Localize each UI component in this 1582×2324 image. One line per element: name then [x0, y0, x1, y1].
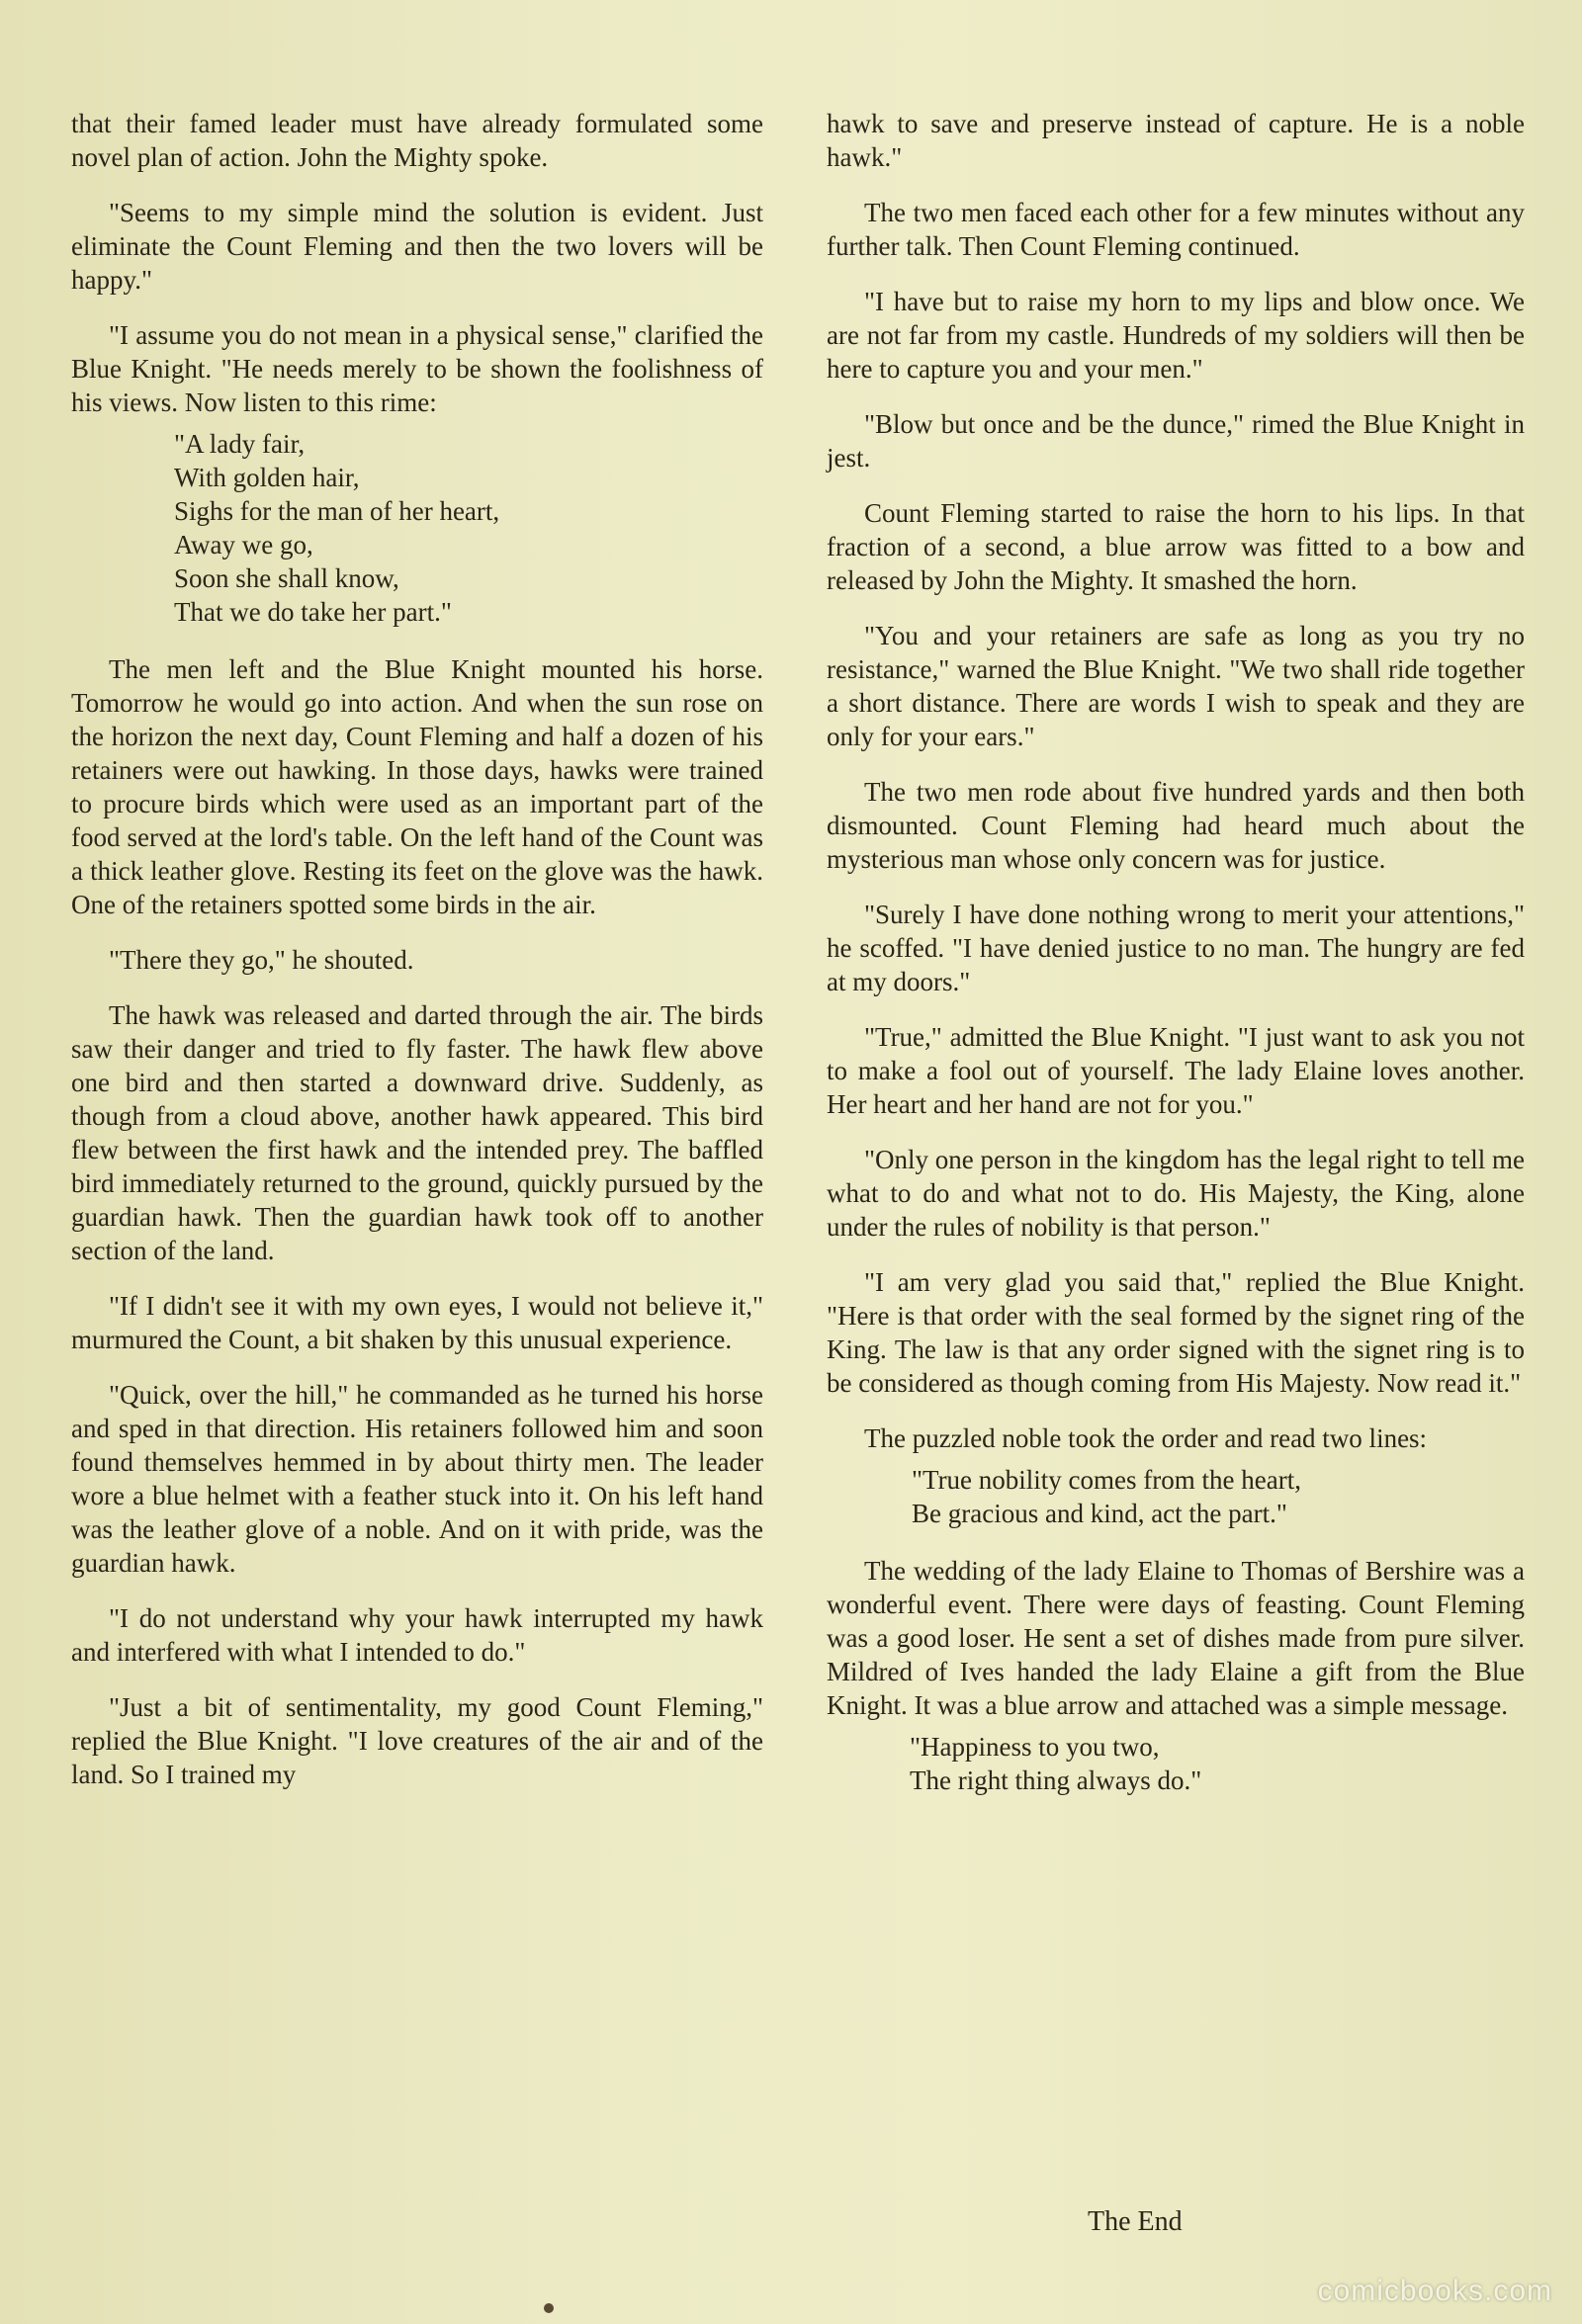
paragraph: The men left and the Blue Knight mounted his horse. Tomorrow he would go into action. And when the sun rose on the horizon the next day, Count Fleming and half a dozen of his retainers were out hawking. In those days, hawks were trained to procure birds which were used as an important part of the food served at the lord's table. On the left hand of the Count was a thick leather glove. Resting its feet on the glove was the hawk. One of the retainers spotted some birds in the air.: [71, 654, 763, 919]
verse-line: "A lady fair,: [174, 429, 306, 459]
paragraph: that their famed leader must have already formulated some novel plan of action. John the Mighty spoke.: [71, 109, 763, 172]
verse-line: Soon she shall know,: [174, 563, 399, 593]
verse-line: Be gracious and kind, act the part.": [912, 1499, 1287, 1528]
the-end-label: The End: [1088, 2206, 1183, 2237]
paragraph: "Quick, over the hill," he commanded as he turned his horse and sped in that direction. His retainers followed him and soon found themselves hemmed in by about thirty men. The leader wore a blue helmet with a feather stuck into it. On his left hand was the leather glove of a noble. And on it with pride, was the guardian hawk.: [71, 1380, 763, 1578]
verse-line: With golden hair,: [174, 463, 360, 492]
paragraph: The puzzled noble took the order and read two lines:: [864, 1423, 1428, 1453]
paragraph: "I am very glad you said that," replied the Blue Knight. "Here is that order with the seal formed by the signet ring of the King. The law is that any order signed with the signet ring is to be considered as though coming from His Majesty. Now read it.": [827, 1267, 1525, 1398]
paragraph: The two men faced each other for a few minutes without any further talk. Then Count Fleming continued.: [827, 198, 1525, 261]
paragraph: The hawk was released and darted through the air. The birds saw their danger and tried to fly faster. The hawk flew above one bird and then started a downward drive. Suddenly, as though from a cloud above, another hawk appeared. This bird flew between the first hawk and the intended prey. The baffled bird immediately returned to the ground, quickly pursued by the guardian hawk. Then the guardian hawk took off to another section of the land.: [71, 1000, 763, 1265]
message-verse: [827, 1730, 1525, 1797]
paragraph: "Only one person in the kingdom has the legal right to tell me what to do and what not to do. His Majesty, the King, alone under the rules of nobility is that person.": [827, 1145, 1525, 1242]
verse-line: "True nobility comes from the heart,: [912, 1465, 1301, 1495]
verse-line: "Happiness to you two,: [910, 1732, 1160, 1762]
watermark: comicbooks.com: [1317, 2275, 1552, 2307]
verse-line: The right thing always do.": [910, 1765, 1202, 1795]
paragraph: "Seems to my simple mind the solution is evident. Just eliminate the Count Fleming and then the two lovers will be happy.": [71, 198, 763, 295]
paragraph: "If I didn't see it with my own eyes, I would not believe it," murmured the Count, a bit shaken by this unusual experience.: [71, 1291, 763, 1354]
verse-line: Sighs for the man of her heart,: [174, 496, 500, 526]
right-text-column: [827, 107, 1525, 1821]
paragraph: "There they go," he shouted.: [109, 945, 414, 975]
paragraph: "Surely I have done nothing wrong to merit your attentions," he scoffed. "I have denied justice to no man. The hungry are fed at my doors.": [827, 900, 1525, 996]
paragraph: "I have but to raise my horn to my lips and blow once. We are not far from my castle. Hundreds of my soldiers will then be here to capture you and your men.": [827, 287, 1525, 384]
verse-line: Away we go,: [174, 530, 313, 559]
paragraph: Count Fleming started to raise the horn to his lips. In that fraction of a second, a blue arrow was fitted to a bow and released by John the Mighty. It smashed the horn.: [827, 498, 1525, 595]
paragraph: The two men rode about five hundred yards and then both dismounted. Count Fleming had heard much about the mysterious man whose only concern was for justice.: [827, 777, 1525, 874]
paragraph: "You and your retainers are safe as long as you try no resistance," warned the Blue Knight. "We two shall ride together a short distance. There are words I wish to speak and they are only for your ears.": [827, 621, 1525, 751]
paragraph: hawk to save and preserve instead of capture. He is a noble hawk.": [827, 109, 1525, 172]
left-text-column: [71, 107, 763, 1813]
paragraph: "I assume you do not mean in a physical sense," clarified the Blue Knight. "He needs merely to be shown the foolishness of his views. Now listen to this rime:: [71, 320, 763, 417]
verse-line: That we do take her part.": [174, 597, 452, 627]
paragraph: The wedding of the lady Elaine to Thomas of Bershire was a wonderful event. There were days of feasting. Count Fleming was a good loser. He sent a set of dishes made from pure silver. Mildred of Ives handed the lady Elaine a gift from the Blue Knight. It was a blue arrow and attached was a simple message.: [827, 1556, 1525, 1720]
ink-dot: [544, 2303, 554, 2313]
paragraph: "Just a bit of sentimentality, my good Count Fleming," replied the Blue Knight. "I love creatures of the air and of the land. So I trained my: [71, 1692, 763, 1789]
order-verse: [827, 1463, 1525, 1530]
paragraph: "Blow but once and be the dunce," rimed the Blue Knight in jest.: [827, 409, 1525, 473]
paragraph: "I do not understand why your hawk interrupted my hawk and interfered with what I intended to do.": [71, 1603, 763, 1667]
rime-verse: [71, 427, 763, 629]
paragraph: "True," admitted the Blue Knight. "I just want to ask you not to make a fool out of yourself. The lady Elaine loves another. Her heart and her hand are not for you.": [827, 1022, 1525, 1119]
